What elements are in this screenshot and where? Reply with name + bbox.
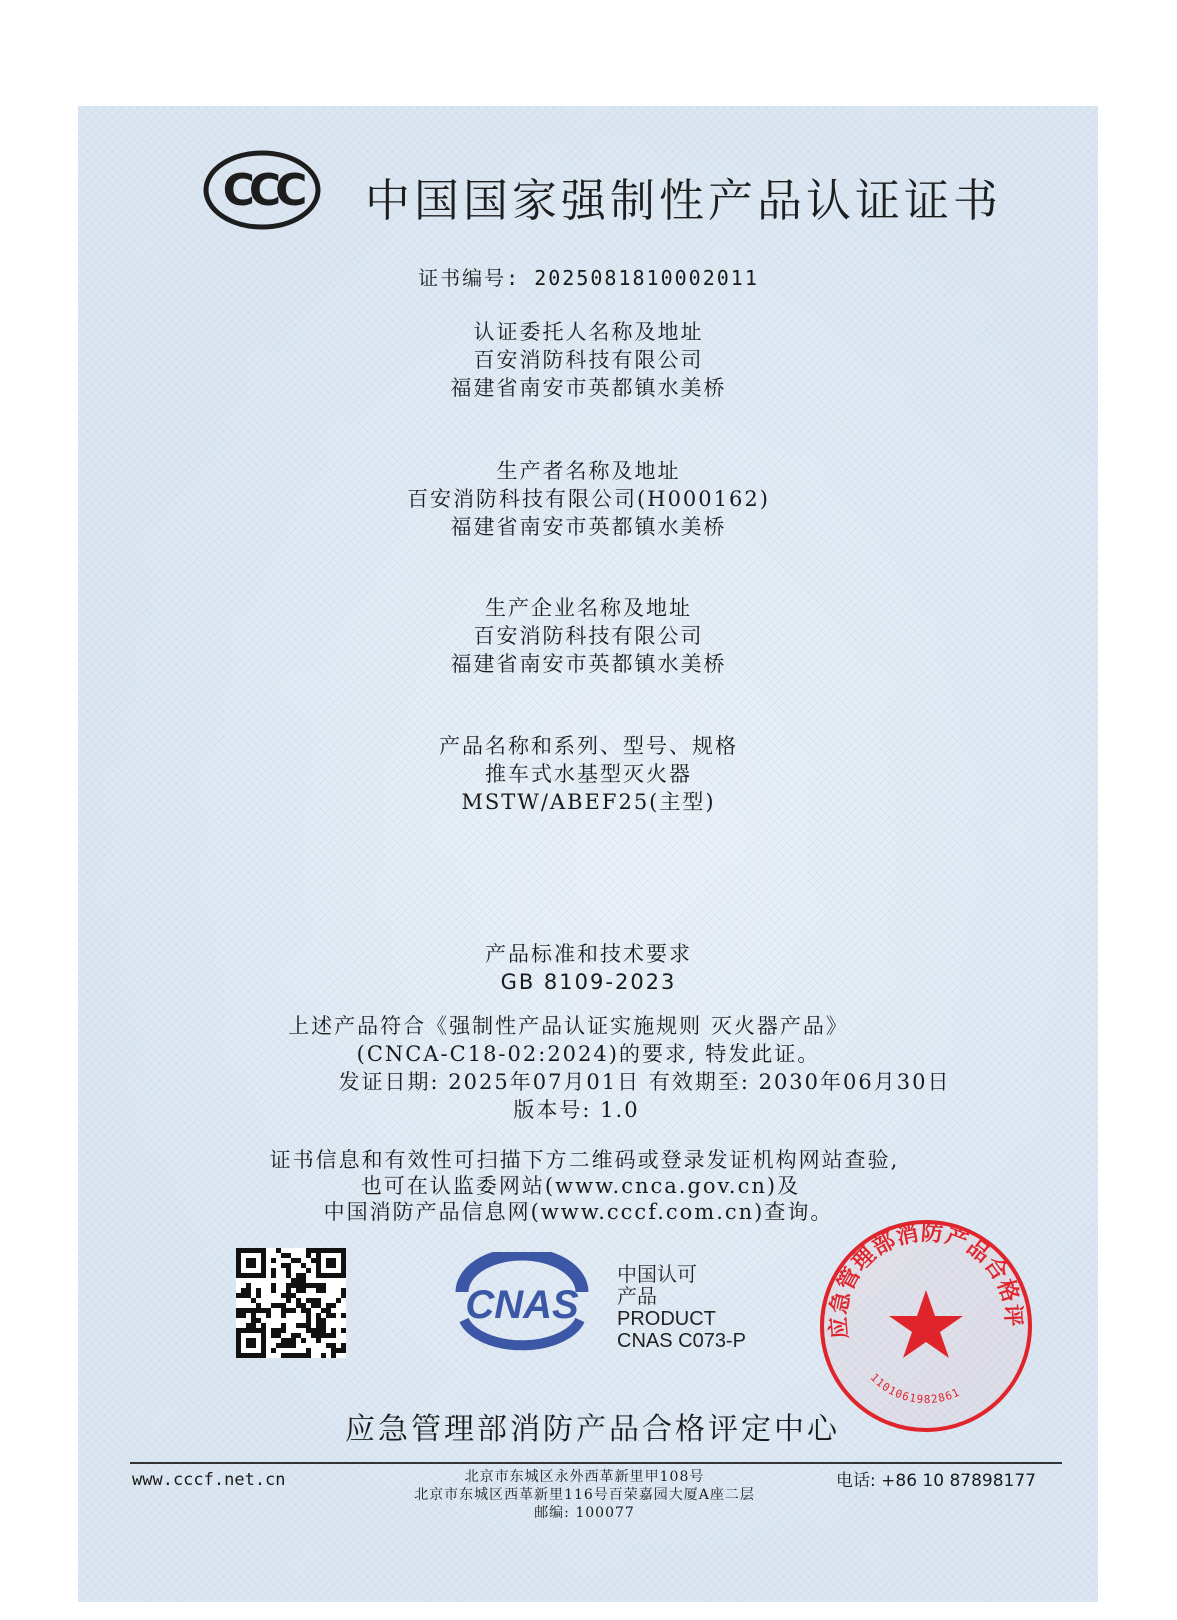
cnas-logo: [442, 1252, 602, 1357]
certificate-number: 证书编号: 2025081810002011: [418, 266, 759, 290]
cnas-line-3: PRODUCT: [617, 1308, 716, 1330]
official-seal: [818, 1218, 1034, 1434]
client-name: 百安消防科技有限公司: [473, 348, 704, 372]
factory-heading: 生产企业名称及地址: [485, 596, 692, 620]
producer-name: 百安消防科技有限公司(H000162): [407, 487, 770, 511]
version-number: 版本号: 1.0: [513, 1098, 640, 1122]
verify-line-3: 中国消防产品信息网(www.cccf.com.cn)查询。: [323, 1200, 834, 1224]
cnas-logo-text: CNAS: [465, 1283, 579, 1327]
client-heading: 认证委托人名称及地址: [473, 320, 704, 344]
cnas-text-block: [617, 1264, 746, 1352]
verify-line-1: 证书信息和有效性可扫描下方二维码或登录发证机构网站查验,: [269, 1148, 900, 1172]
statement-line-1: 上述产品符合《强制性产品认证实施规则 灭火器产品》: [288, 1014, 849, 1038]
footer-divider: [130, 1462, 1062, 1464]
issuer-name: 应急管理部消防产品合格评定中心: [345, 1412, 840, 1447]
producer-address: 福建省南安市英都镇水美桥: [450, 515, 727, 539]
issue-dates: 发证日期: 2025年07月01日 有效期至: 2030年06月30日: [338, 1070, 951, 1094]
product-heading: 产品名称和系列、型号、规格: [439, 734, 738, 758]
ccc-logo: [203, 150, 321, 230]
ccc-logo-text: CCC: [222, 165, 302, 216]
producer-heading: 生产者名称及地址: [496, 459, 681, 483]
factory-address: 福建省南安市英都镇水美桥: [450, 652, 727, 676]
footer-website[interactable]: www.cccf.net.cn: [132, 1470, 286, 1490]
standard-value: GB 8109-2023: [500, 970, 677, 994]
verify-line-2: 也可在认监委网站(www.cnca.gov.cn)及: [360, 1174, 801, 1198]
factory-name: 百安消防科技有限公司: [473, 624, 704, 648]
qr-code[interactable]: [236, 1248, 346, 1358]
footer-phone: 电话: +86 10 87898177: [836, 1471, 1036, 1491]
statement-line-2: (CNCA-C18-02:2024)的要求, 特发此证。: [356, 1042, 821, 1066]
product-name: 推车式水基型灭火器: [485, 762, 692, 786]
footer-address-2: 北京市东城区西革新里116号百荣嘉园大厦A座二层: [414, 1487, 755, 1503]
cnas-line-1: 中国认可: [617, 1264, 697, 1286]
standard-heading: 产品标准和技术要求: [485, 942, 692, 966]
cnas-line-4: CNAS C073-P: [617, 1330, 746, 1352]
footer-address-1: 北京市东城区永外西革新里甲108号: [464, 1469, 705, 1485]
seal-text: 应急管理部消防产品合格评: [826, 1220, 1026, 1340]
product-model: MSTW/ABEF25(主型): [461, 790, 716, 814]
footer-postcode: 邮编: 100077: [534, 1505, 635, 1521]
cnas-line-2: 产品: [617, 1286, 657, 1308]
client-address: 福建省南安市英都镇水美桥: [450, 376, 727, 400]
certificate-title: 中国国家强制性产品认证证书: [365, 174, 1003, 227]
seal-code: 1101061982861: [867, 1370, 963, 1407]
